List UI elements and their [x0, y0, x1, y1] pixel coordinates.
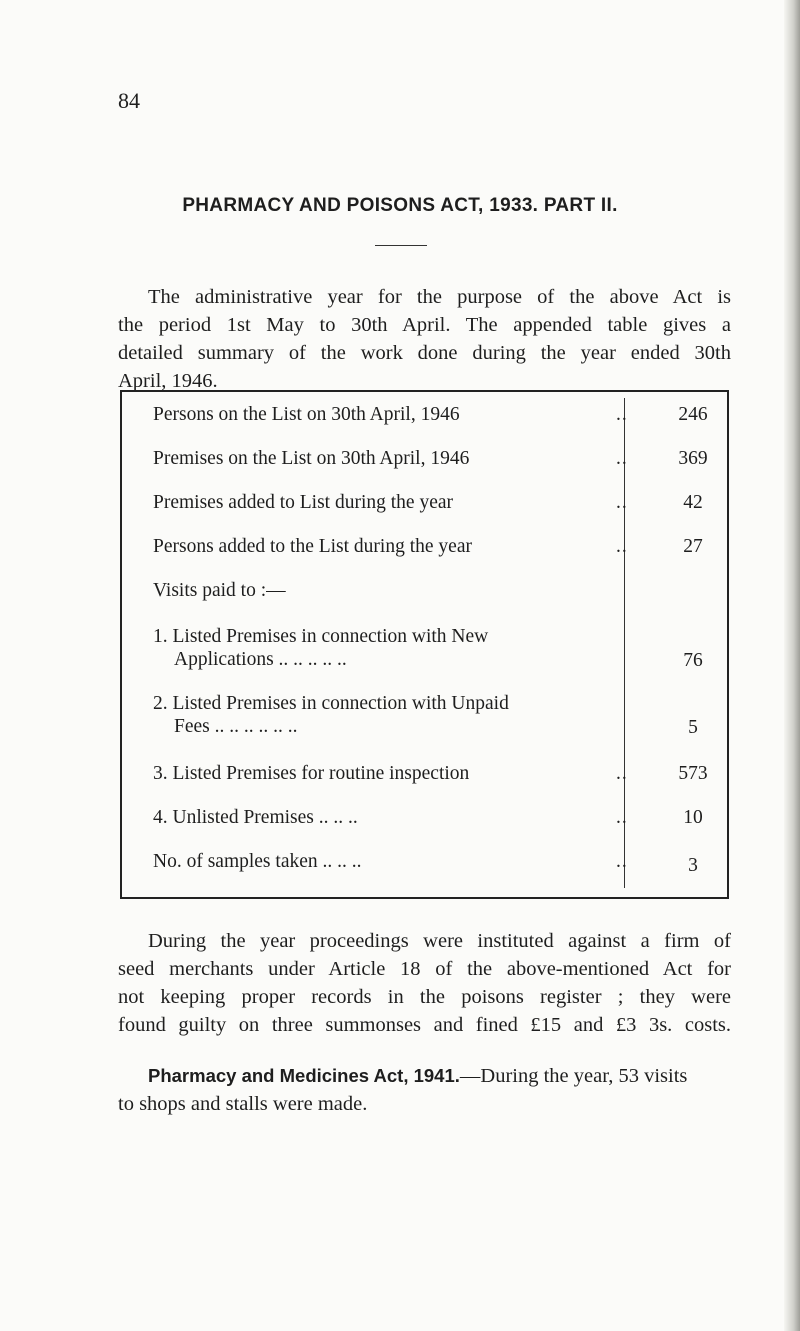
title-divider: [375, 245, 427, 246]
row-label: Premises added to List during the year: [153, 492, 454, 513]
intro-line: detailed summary of the work done during the year ended 30th: [118, 342, 731, 364]
proceedings-line: found guilty on three summonses and fined £15 and £3 3s. costs.: [118, 1014, 731, 1036]
row-leader-dots: ..: [616, 807, 628, 828]
row-label-continued: Applications .. .. .. .. ..: [174, 649, 347, 670]
row-label: 3. Listed Premises for routine inspection: [153, 763, 470, 784]
row-label: Premises on the List on 30th April, 1946: [153, 448, 470, 469]
row-label: Persons on the List on 30th April, 1946: [153, 404, 460, 425]
row-value: 369: [678, 448, 708, 469]
row-value: 246: [678, 404, 708, 425]
row-leader-dots: ..: [616, 763, 628, 784]
intro-line: the period 1st May to 30th April. The appended table gives a: [118, 314, 731, 336]
row-value: 573: [678, 763, 708, 784]
row-value: 76: [683, 650, 703, 671]
medicines-text: —During the year, 53 visits: [459, 1065, 688, 1087]
row-value: 42: [683, 492, 703, 513]
intro-line: The administrative year for the purpose of the above Act is: [148, 286, 731, 308]
intro-paragraph: [118, 283, 731, 395]
row-leader-dots: ..: [616, 536, 628, 557]
medicines-line: [118, 1062, 731, 1090]
row-leader-dots: ..: [616, 404, 628, 425]
medicines-heading: Pharmacy and Medicines Act, 1941.: [148, 1065, 460, 1086]
row-value: 5: [688, 717, 698, 738]
row-leader-dots: ..: [616, 492, 628, 513]
row-label: No. of samples taken .. .. ..: [153, 851, 362, 872]
medicines-paragraph: [118, 1062, 731, 1118]
row-label: Persons added to the List during the year: [153, 536, 472, 557]
row-value: 3: [688, 855, 698, 876]
row-label: 1. Listed Premises in connection with New: [153, 626, 489, 647]
page-number: 84: [118, 88, 140, 113]
row-label-continued: Fees .. .. .. .. .. ..: [174, 716, 298, 737]
intro-line: April, 1946.: [118, 370, 218, 392]
row-label: 4. Unlisted Premises .. .. ..: [153, 807, 358, 828]
visits-heading: Visits paid to :—: [153, 580, 286, 601]
proceedings-paragraph: [118, 927, 731, 1039]
proceedings-line: During the year proceedings were instituted against a firm of: [148, 930, 731, 952]
section-title: PHARMACY AND POISONS ACT, 1933. PART II.: [182, 195, 618, 216]
row-leader-dots: ..: [616, 851, 628, 872]
proceedings-line: not keeping proper records in the poisons register ; they were: [118, 986, 731, 1008]
proceedings-line: seed merchants under Article 18 of the above-mentioned Act for: [118, 958, 731, 980]
summary-table: [120, 390, 729, 899]
row-label: 2. Listed Premises in connection with Unpaid: [153, 693, 509, 714]
row-leader-dots: ..: [616, 448, 628, 469]
row-value: 27: [683, 536, 703, 557]
medicines-line: to shops and stalls were made.: [118, 1093, 368, 1115]
row-value: 10: [683, 807, 703, 828]
